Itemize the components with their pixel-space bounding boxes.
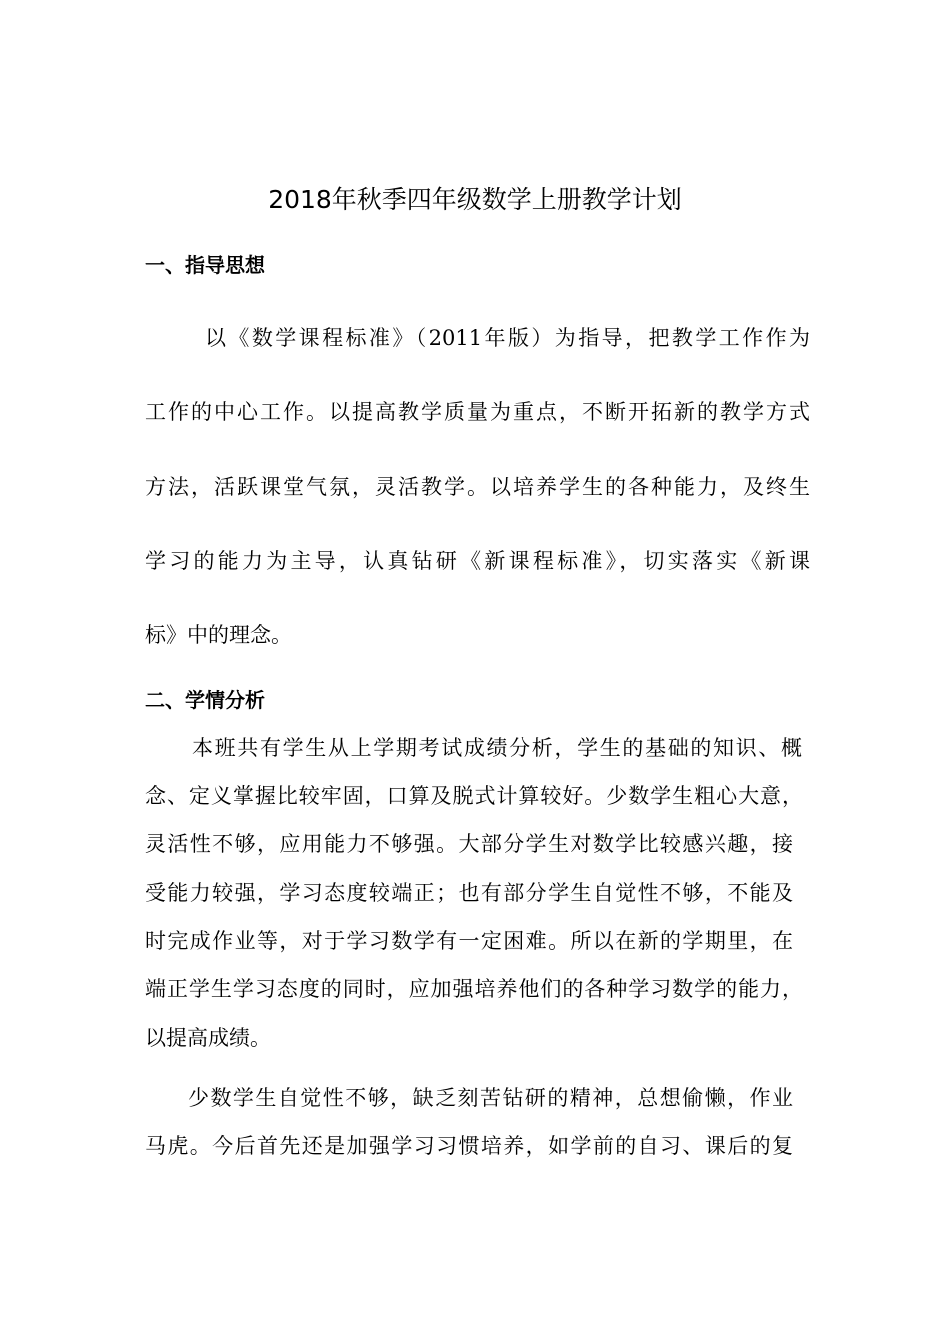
paragraph-line: 标》中的理念。 xyxy=(145,623,292,647)
paragraph-line: 以提高成绩。 xyxy=(145,1026,271,1050)
paragraph-line: 时完成作业等，对于学习数学有一定困难。所以在新的学期里，在 xyxy=(145,929,793,953)
paragraph-line: 灵活性不够，应用能力不够强。大部分学生对数学比较感兴趣，接 xyxy=(145,832,793,856)
paragraph-line: 少数学生自觉性不够，缺乏刻苦钻研的精神，总想偷懒，作业 xyxy=(188,1086,793,1110)
paragraph-line: 念、定义掌握比较牢固，口算及脱式计算较好。少数学生粗心大意， xyxy=(145,784,803,808)
paragraph-line: 方法，活跃课堂气氛，灵活教学。以培养学生的各种能力，及终生 xyxy=(145,475,810,499)
document-title: 2018年秋季四年级数学上册教学计划 xyxy=(268,185,682,214)
paragraph-line: 以《数学课程标准》（2011年版）为指导，把教学工作作为 xyxy=(205,326,810,350)
paragraph-line: 工作的中心工作。以提高教学质量为重点，不断开拓新的教学方式 xyxy=(145,400,810,424)
paragraph-line: 马虎。今后首先还是加强学习习惯培养，如学前的自习、课后的复 xyxy=(145,1134,793,1158)
paragraph-line: 端正学生学习态度的同时，应加强培养他们的各种学习数学的能力， xyxy=(145,977,803,1001)
section-heading-student-analysis: 二、学情分析 xyxy=(145,688,265,712)
paragraph-line: 学习的能力为主导，认真钻研《新课程标准》，切实落实《新课 xyxy=(145,549,810,573)
section-heading-guiding-ideology: 一、指导思想 xyxy=(145,253,265,277)
paragraph-line: 受能力较强，学习态度较端正；也有部分学生自觉性不够，不能及 xyxy=(145,881,793,905)
paragraph-line: 本班共有学生从上学期考试成绩分析，学生的基础的知识、概 xyxy=(192,736,802,760)
